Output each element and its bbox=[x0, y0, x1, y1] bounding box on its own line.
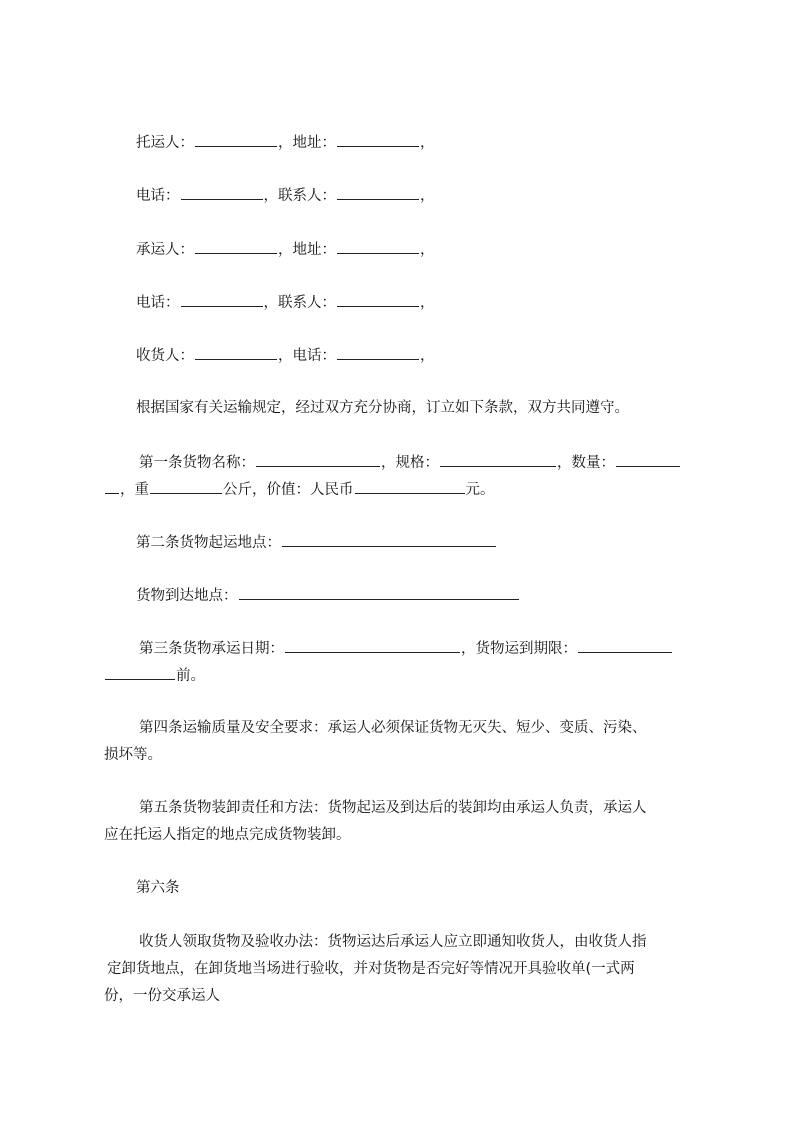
article-2-label: 第二条货物起运地点： bbox=[136, 535, 281, 551]
consignee-blank[interactable] bbox=[195, 345, 277, 360]
value-blank[interactable] bbox=[355, 479, 465, 494]
quantity-blank[interactable] bbox=[616, 452, 680, 467]
article-1-spec-label: ，规格： bbox=[381, 455, 439, 471]
article-3-date-label: 第三条货物承运日期： bbox=[139, 641, 284, 657]
separator: ， bbox=[278, 348, 293, 364]
shipper-phone-line bbox=[104, 185, 736, 205]
weight-blank[interactable] bbox=[150, 479, 222, 494]
article-1-line-2 bbox=[104, 479, 704, 499]
carrier-blank[interactable] bbox=[195, 239, 277, 254]
consignee-label: 收货人： bbox=[136, 348, 194, 364]
line-end: ， bbox=[420, 242, 435, 258]
destination-label: 货物到达地点： bbox=[136, 588, 238, 604]
separator: ， bbox=[278, 135, 293, 151]
article-6-title: 第六条 bbox=[136, 880, 180, 896]
ship-date-blank[interactable] bbox=[285, 638, 460, 653]
article-1-line-1 bbox=[104, 452, 739, 472]
article-4-line-1: 第四条运输质量及安全要求：承运人必须保证货物无灭失、短少、变质、污染、 bbox=[139, 720, 647, 736]
article-1-value-label: 公斤，价值：人民币 bbox=[223, 482, 354, 498]
article-1-qty-label: ，数量： bbox=[557, 455, 615, 471]
deadline-blank[interactable] bbox=[578, 638, 672, 653]
shipper-blank[interactable] bbox=[195, 132, 277, 147]
article-3-deadline-label: ，货物运到期限： bbox=[461, 641, 577, 657]
consignee-line bbox=[104, 345, 736, 365]
shipper-address-label: 地址： bbox=[292, 135, 336, 151]
goods-name-blank[interactable] bbox=[256, 452, 380, 467]
destination-blank[interactable] bbox=[239, 585, 519, 600]
article-2-line bbox=[104, 532, 736, 552]
article-6-line-3: 份，一份交承运人 bbox=[104, 988, 220, 1004]
article-1-weight-label: ，重 bbox=[120, 482, 149, 498]
article-4-line-2: 损坏等。 bbox=[104, 747, 162, 763]
article-5-line-1: 第五条货物装卸责任和方法：货物起运及到达后的装卸均由承运人负责，承运人 bbox=[139, 800, 647, 816]
intro-paragraph: 根据国家有关运输规定，经过双方充分协商，订立如下条款，双方共同遵守。 bbox=[136, 400, 629, 416]
separator: ， bbox=[263, 295, 278, 311]
deadline-blank-cont[interactable] bbox=[105, 665, 175, 680]
article-3-line-2 bbox=[104, 665, 704, 685]
carrier-contact-blank[interactable] bbox=[337, 292, 419, 307]
article-3-line-1 bbox=[104, 638, 739, 658]
carrier-address-blank[interactable] bbox=[337, 239, 419, 254]
article-1-goods-label: 第一条货物名称： bbox=[139, 455, 255, 471]
carrier-contact-label: 联系人： bbox=[278, 295, 336, 311]
consignee-phone-label: 电话： bbox=[292, 348, 336, 364]
origin-blank[interactable] bbox=[282, 532, 496, 547]
article-6-line-2: 定卸货地点，在卸货地当场进行验收，并对货物是否完好等情况开具验收单(一式两 bbox=[107, 961, 635, 977]
quantity-blank-cont[interactable] bbox=[105, 479, 119, 494]
article-5-line-2: 应在托运人指定的地点完成货物装卸。 bbox=[104, 827, 351, 843]
carrier-label: 承运人： bbox=[136, 242, 194, 258]
line-end: ， bbox=[420, 188, 435, 204]
carrier-phone-label: 电话： bbox=[136, 295, 180, 311]
shipper-contact-blank[interactable] bbox=[337, 185, 419, 200]
line-end: ， bbox=[420, 348, 435, 364]
destination-line bbox=[104, 585, 736, 605]
consignee-phone-blank[interactable] bbox=[337, 345, 419, 360]
shipper-label: 托运人： bbox=[136, 135, 194, 151]
carrier-phone-line bbox=[104, 292, 736, 312]
shipper-phone-label: 电话： bbox=[136, 188, 180, 204]
carrier-phone-blank[interactable] bbox=[181, 292, 263, 307]
article-6-line-1: 收货人领取货物及验收办法：货物运达后承运人应立即通知收货人，由收货人指 bbox=[139, 934, 647, 950]
line-end: ， bbox=[420, 295, 435, 311]
spec-blank[interactable] bbox=[440, 452, 556, 467]
shipper-line bbox=[104, 132, 736, 152]
separator: ， bbox=[278, 242, 293, 258]
article-1-end: 元。 bbox=[465, 482, 495, 498]
article-3-end: 前。 bbox=[176, 668, 205, 684]
shipper-contact-label: 联系人： bbox=[278, 188, 336, 204]
carrier-line bbox=[104, 239, 736, 259]
separator: ， bbox=[263, 188, 278, 204]
shipper-address-blank[interactable] bbox=[337, 132, 419, 147]
carrier-address-label: 地址： bbox=[292, 242, 336, 258]
shipper-phone-blank[interactable] bbox=[181, 185, 263, 200]
line-end: ， bbox=[420, 135, 435, 151]
